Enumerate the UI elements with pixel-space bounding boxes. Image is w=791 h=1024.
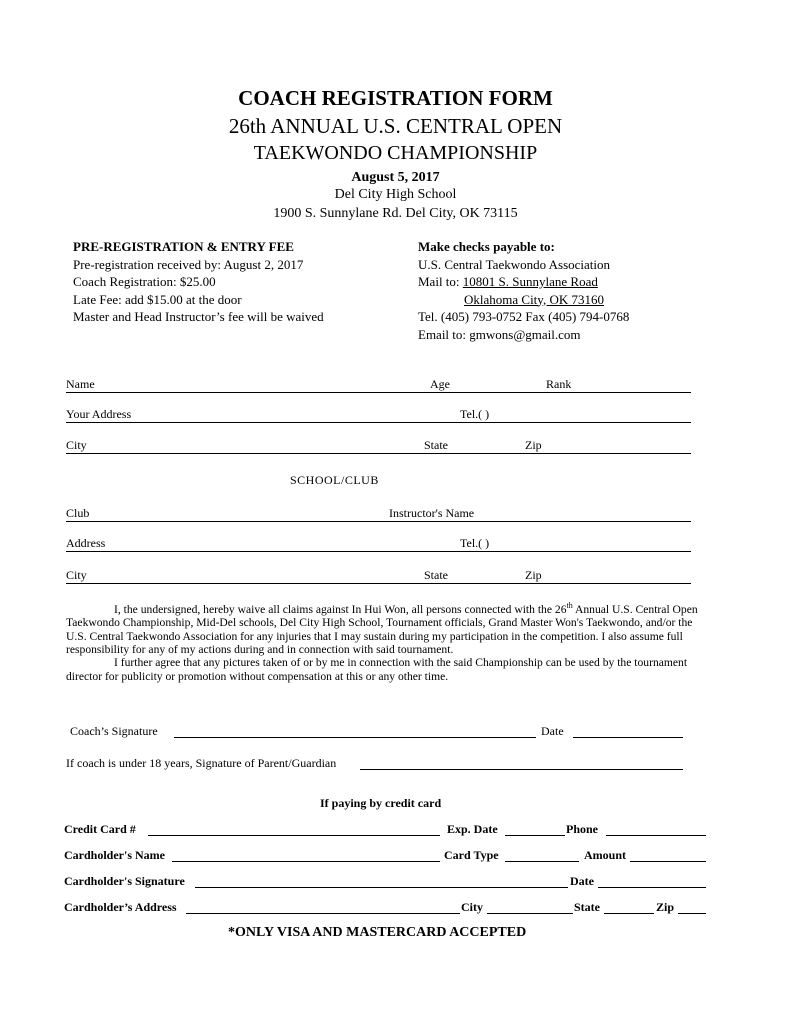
age-label: Age — [430, 377, 450, 391]
credit-city-label: City — [461, 900, 483, 914]
school-address-row[interactable] — [66, 537, 691, 552]
credit-zip-label: Zip — [656, 900, 675, 914]
cardholder-name-field[interactable] — [172, 848, 440, 862]
card-type-label: Card Type — [444, 848, 499, 862]
school-city-row[interactable] — [66, 569, 691, 584]
school-tel-label: Tel.( ) — [460, 536, 490, 550]
phone-fax: Tel. (405) 793-0752 Fax (405) 794-0768 — [418, 309, 630, 324]
guardian-signature-field[interactable] — [360, 757, 683, 770]
guardian-signature-label: If coach is under 18 years, Signature of Parent/Guardian — [66, 756, 337, 770]
late-fee: Late Fee: add $15.00 at the door — [73, 291, 242, 307]
fee-heading: PRE-REGISTRATION & ENTRY FEE — [73, 239, 294, 254]
credit-card-label: Credit Card # — [64, 822, 136, 836]
payment-heading: Make checks payable to: — [418, 239, 555, 254]
card-type-field[interactable] — [505, 848, 579, 862]
waiver-paragraph-2: I further agree that any pictures taken of or by me in connection with the said Championship can be used by the tournament director for publicity or promotion without compensation at this or any other time. — [66, 656, 688, 683]
coach-signature-label: Coach’s Signature — [70, 724, 158, 738]
amount-label: Amount — [584, 848, 627, 862]
payment-info — [418, 238, 629, 343]
school-heading: SCHOOL/CLUB — [290, 473, 379, 487]
credit-date-label: Date — [570, 874, 594, 888]
club-label: Club — [66, 506, 90, 520]
credit-state-label: State — [574, 900, 600, 914]
school-zip-label: Zip — [525, 568, 542, 582]
card-accepted-note: *ONLY VISA AND MASTERCARD ACCEPTED — [228, 925, 527, 940]
state-label: State — [424, 438, 448, 452]
payee: U.S. Central Taekwondo Association — [418, 256, 611, 272]
school-state-label: State — [424, 568, 448, 582]
cardholder-address-field[interactable] — [186, 900, 460, 914]
zip-label: Zip — [525, 438, 542, 452]
credit-city-field[interactable] — [487, 900, 573, 914]
form-title: COACH REGISTRATION FORM — [238, 86, 553, 110]
credit-heading: If paying by credit card — [320, 796, 442, 810]
mail-to — [418, 273, 629, 291]
event-subtitle: TAEKWONDO CHAMPIONSHIP — [253, 142, 538, 164]
waiver-text — [66, 599, 706, 683]
school-city-label: City — [66, 568, 87, 582]
club-row[interactable] — [66, 507, 691, 522]
amount-field[interactable] — [630, 848, 706, 862]
signature-date-label: Date — [541, 724, 564, 738]
address-row[interactable] — [66, 408, 691, 423]
phone-label: Phone — [566, 822, 599, 836]
mail-label: Mail to: — [418, 274, 463, 289]
city-row[interactable] — [66, 439, 691, 454]
exp-date-label: Exp. Date — [447, 822, 498, 836]
exp-date-field[interactable] — [505, 822, 565, 836]
city-label: City — [66, 438, 87, 452]
cardholder-address-label: Cardholder’s Address — [64, 900, 177, 914]
waiver-paragraph-1: I, the undersigned, hereby waive all claims against In Hui Won, all persons connected with the 26th Annual U.S. Central Open Taekwondo Championship, Mid-Del schools, Del City High School, Tournament officials, Grand Master Won's Taekwondo, and/or the U.S. Central Taekwondo Association for any injuries that I may sustain during my participation in the competition. I also assume full responsibility for any of my actions during and in connection with said tournament. — [66, 601, 698, 657]
credit-date-field[interactable] — [598, 874, 706, 888]
rank-label: Rank — [546, 377, 572, 391]
email: Email to: gmwons@gmail.com — [418, 326, 581, 342]
event-date: August 5, 2017 — [351, 170, 440, 185]
instructor-label: Instructor's Name — [389, 506, 475, 520]
name-row[interactable] — [66, 378, 691, 393]
event-venue: Del City High School — [334, 187, 457, 202]
phone-field[interactable] — [606, 822, 706, 836]
preregistration-deadline: Pre-registration received by: August 2, 2017 — [73, 256, 304, 272]
name-label: Name — [66, 377, 95, 391]
credit-zip-field[interactable] — [678, 900, 706, 914]
fee-waived-note: Master and Head Instructor’s fee will be waived — [73, 309, 324, 324]
credit-state-field[interactable] — [604, 900, 654, 914]
fee-info — [73, 238, 324, 326]
event-address: 1900 S. Sunnylane Rd. Del City, OK 73115 — [273, 206, 518, 221]
cardholder-signature-label: Cardholder's Signature — [64, 874, 185, 888]
signature-date-field[interactable] — [573, 725, 683, 738]
event-name: 26th ANNUAL U.S. CENTRAL OPEN — [228, 114, 563, 138]
school-address-label: Address — [66, 536, 106, 550]
mail-city: Oklahoma City, OK 73160 — [464, 291, 604, 307]
coach-registration-fee: Coach Registration: $25.00 — [73, 274, 216, 289]
tel-label: Tel.( ) — [460, 407, 490, 421]
coach-signature-field[interactable] — [174, 725, 536, 738]
cardholder-signature-field[interactable] — [195, 874, 568, 888]
credit-card-field[interactable] — [148, 822, 440, 836]
address-label: Your Address — [66, 407, 132, 421]
mail-street: 10801 S. Sunnylane Road — [462, 274, 598, 289]
cardholder-name-label: Cardholder's Name — [64, 848, 165, 862]
